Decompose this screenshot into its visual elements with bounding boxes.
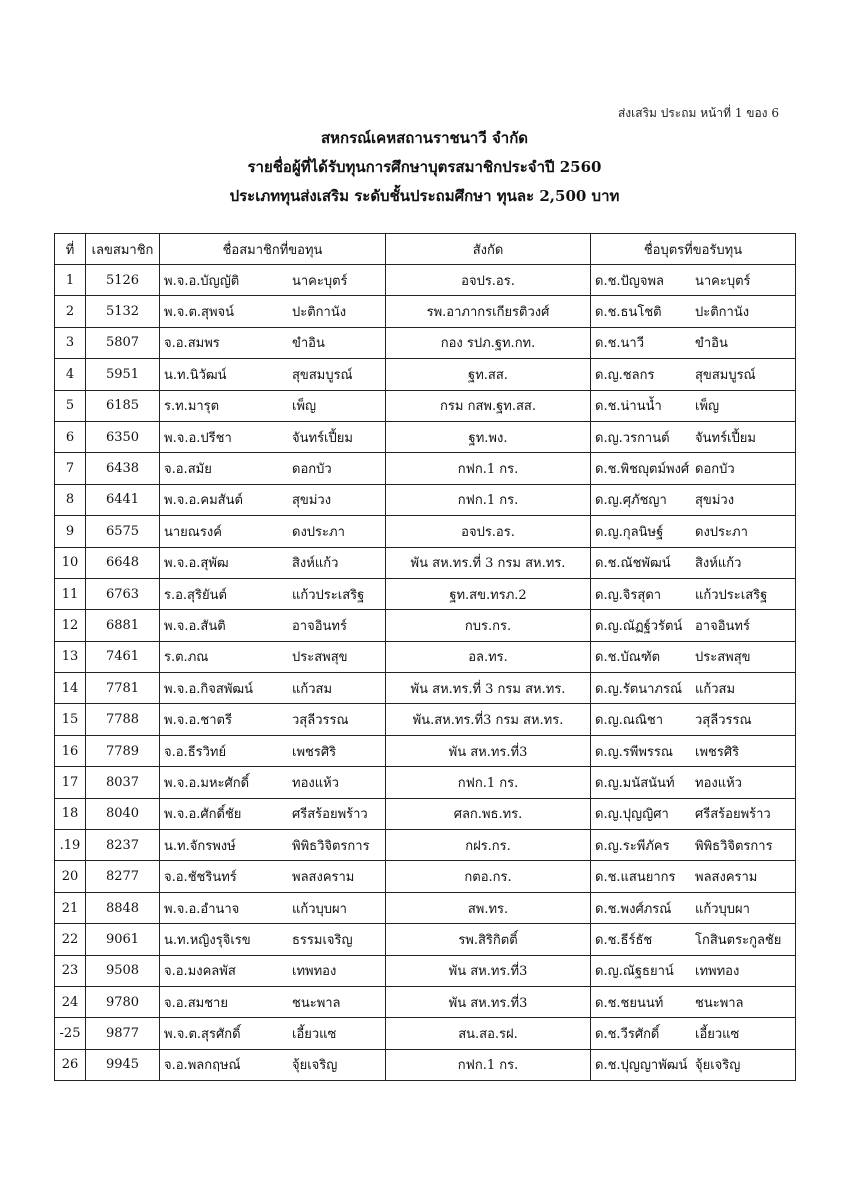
member-unit: กฟก.1 กร. <box>386 484 591 515</box>
member-unit: ฐท.สข.ทรภ.2 <box>386 578 591 609</box>
member-last-name: จันทร์เปี้ยม <box>292 430 353 446</box>
member-first-name: พ.จ.อ.กิจสพัฒน์ <box>164 681 254 697</box>
child-first-name: ด.ญ.ศุภัชญา <box>595 493 667 509</box>
member-unit: กฝร.กร. <box>386 830 591 861</box>
table-row <box>55 390 796 421</box>
member-first-name: จ.อ.ธีรวิทย์ <box>164 744 227 760</box>
row-number: 26 <box>55 1049 86 1080</box>
member-name <box>160 641 386 672</box>
table-row <box>55 830 796 861</box>
child-first-name: ด.ญ.ณัฐธยาน์ <box>595 964 674 980</box>
member-id: 8037 <box>86 767 160 798</box>
child-first-name: ด.ญ.จิรสุดา <box>595 587 662 603</box>
child-last-name: ขำอิน <box>695 336 728 352</box>
table-row <box>55 955 796 986</box>
member-id: 8040 <box>86 798 160 829</box>
member-last-name: สุขม่วง <box>292 493 332 509</box>
member-id: 9877 <box>86 1018 160 1049</box>
member-first-name: พ.จ.อ.คมสันต์ <box>164 493 243 509</box>
row-number: 10 <box>55 547 86 578</box>
child-name <box>591 673 796 704</box>
child-first-name: ด.ช.วีรศักดิ์ <box>595 1027 660 1043</box>
child-first-name: ด.ช.ธนโชติ <box>595 305 662 321</box>
member-last-name: ดอกบัว <box>292 462 332 478</box>
child-last-name: ประสพสุข <box>695 650 751 666</box>
child-last-name: พิพิธวิจิตรการ <box>695 838 773 854</box>
child-name <box>591 924 796 955</box>
child-last-name: เอี้ยวแซ <box>695 1027 740 1043</box>
child-name <box>591 484 796 515</box>
member-last-name: สุขสมบูรณ์ <box>292 367 353 383</box>
child-last-name: เพ็ญ <box>695 399 720 415</box>
row-number: 5 <box>55 390 86 421</box>
member-first-name: พ.จ.อ.สันติ <box>164 618 226 634</box>
table-row <box>55 296 796 327</box>
member-last-name: พลสงคราม <box>292 870 355 886</box>
member-last-name: ทองแห้ว <box>292 775 339 791</box>
member-id: 9061 <box>86 924 160 955</box>
member-last-name: เพ็ญ <box>292 399 317 415</box>
table-row <box>55 1018 796 1049</box>
child-name <box>591 359 796 390</box>
member-first-name: ร.อ.สุริยันต์ <box>164 587 227 603</box>
member-first-name: พ.จ.อ.อำนาจ <box>164 901 240 917</box>
row-number: -25 <box>55 1018 86 1049</box>
member-id: 5126 <box>86 265 160 296</box>
member-unit: กฟก.1 กร. <box>386 453 591 484</box>
member-id: 5807 <box>86 327 160 358</box>
row-number: 7 <box>55 453 86 484</box>
member-last-name: วสุลีวรรณ <box>292 713 349 729</box>
member-first-name: จ.อ.พลกฤษณ์ <box>164 1058 241 1074</box>
member-unit: พัน สห.ทร.ที่ 3 กรม สห.ทร. <box>386 673 591 704</box>
child-name <box>591 798 796 829</box>
row-number: 22 <box>55 924 86 955</box>
child-first-name: ด.ญ.กุลนิษฐ์ <box>595 524 664 540</box>
member-first-name: พ.จ.อ.ปรีชา <box>164 430 232 446</box>
member-first-name: พ.จ.อ.ศักดิ์ชัย <box>164 807 242 823</box>
member-unit: กฟก.1 กร. <box>386 1049 591 1080</box>
member-first-name: น.ท.นิวัฒน์ <box>164 367 227 383</box>
member-first-name: จ.อ.สมพร <box>164 336 220 352</box>
member-last-name: ชนะพาล <box>292 995 341 1011</box>
child-last-name: ศรีสร้อยพร้าว <box>695 807 771 823</box>
child-last-name: สุขม่วง <box>695 493 735 509</box>
child-first-name: ด.ช.แสนยากร <box>595 870 676 886</box>
table-row <box>55 327 796 358</box>
member-last-name: ปะติกานัง <box>292 305 347 321</box>
table-row <box>55 767 796 798</box>
row-number: 14 <box>55 673 86 704</box>
child-name <box>591 265 796 296</box>
member-last-name: ศรีสร้อยพร้าว <box>292 807 368 823</box>
member-unit: พัน.สห.ทร.ที่3 กรม สห.ทร. <box>386 704 591 735</box>
row-number: 17 <box>55 767 86 798</box>
child-name <box>591 641 796 672</box>
member-last-name: เทพทอง <box>292 964 337 980</box>
member-last-name: แก้วสม <box>292 681 333 697</box>
child-first-name: ด.ญ.วรกานต์ <box>595 430 670 446</box>
member-name <box>160 359 386 390</box>
child-name <box>591 1018 796 1049</box>
row-number: 16 <box>55 735 86 766</box>
child-first-name: ด.ช.น่านน้ำ <box>595 399 662 415</box>
member-name <box>160 484 386 515</box>
member-id: 5951 <box>86 359 160 390</box>
member-last-name: เอี้ยวแซ <box>292 1027 337 1043</box>
member-id: 7781 <box>86 673 160 704</box>
member-name <box>160 296 386 327</box>
row-number: 6 <box>55 421 86 452</box>
member-unit: พัน สห.ทร.ที่3 <box>386 986 591 1017</box>
member-name <box>160 830 386 861</box>
child-first-name: ด.ญ.มนัสนันท์ <box>595 775 675 791</box>
member-id: 6881 <box>86 610 160 641</box>
member-id: 7789 <box>86 735 160 766</box>
row-number: 21 <box>55 892 86 923</box>
member-unit: กฟก.1 กร. <box>386 767 591 798</box>
member-name <box>160 798 386 829</box>
member-first-name: น.ท.หญิงรุจิเรข <box>164 932 251 948</box>
member-id: 9945 <box>86 1049 160 1080</box>
child-first-name: ด.ญ.รัตนาภรณ์ <box>595 681 683 697</box>
member-name <box>160 390 386 421</box>
member-unit: พัน สห.ทร.ที่ 3 กรม สห.ทร. <box>386 547 591 578</box>
table-row <box>55 359 796 390</box>
child-name <box>591 547 796 578</box>
page-number: ส่งเสริม ประถม หน้าที่ 1 ของ 6 <box>617 106 779 120</box>
member-unit: ศลก.พธ.ทร. <box>386 798 591 829</box>
member-unit: อจปร.อร. <box>386 516 591 547</box>
member-first-name: นายณรงค์ <box>164 524 222 540</box>
table-row <box>55 798 796 829</box>
member-first-name: พ.จ.อ.สุพัฒ <box>164 556 229 572</box>
child-name <box>591 610 796 641</box>
child-last-name: พลสงคราม <box>695 870 758 886</box>
child-first-name: ด.ญ.ณัฏฐ์วรัตน์ <box>595 618 683 634</box>
member-last-name: นาคะบุตร์ <box>292 273 348 289</box>
row-number: 18 <box>55 798 86 829</box>
child-name <box>591 1049 796 1080</box>
member-name <box>160 704 386 735</box>
row-number: 3 <box>55 327 86 358</box>
member-first-name: ร.ต.ภณ <box>164 650 209 666</box>
member-id: 6185 <box>86 390 160 421</box>
child-last-name: เทพทอง <box>695 964 740 980</box>
child-name <box>591 578 796 609</box>
member-id: 7788 <box>86 704 160 735</box>
member-id: 8277 <box>86 861 160 892</box>
child-first-name: ด.ช.พิชญุตม์พงศ์ <box>595 462 690 478</box>
member-last-name: เพชรศิริ <box>292 744 337 760</box>
member-id: 6763 <box>86 578 160 609</box>
member-name <box>160 1018 386 1049</box>
document-header <box>0 124 849 211</box>
member-id: 9780 <box>86 986 160 1017</box>
col-header-unit: สังกัด <box>386 234 591 265</box>
member-name <box>160 327 386 358</box>
member-id: 6441 <box>86 484 160 515</box>
member-name <box>160 547 386 578</box>
child-first-name: ด.ญ.ณณิชา <box>595 713 664 729</box>
child-name <box>591 986 796 1017</box>
member-unit: พัน สห.ทร.ที่3 <box>386 955 591 986</box>
child-name <box>591 704 796 735</box>
table-row <box>55 453 796 484</box>
row-number: 9 <box>55 516 86 547</box>
member-first-name: จ.อ.มงคลพัส <box>164 964 236 980</box>
table-row <box>55 265 796 296</box>
child-last-name: จุ้ยเจริญ <box>695 1058 741 1074</box>
member-last-name: แก้วบุบผา <box>292 901 347 917</box>
member-name <box>160 767 386 798</box>
member-name <box>160 421 386 452</box>
member-name <box>160 516 386 547</box>
member-first-name: พ.จ.ต.สุพจน์ <box>164 305 235 321</box>
child-name <box>591 767 796 798</box>
child-last-name: ดอกบัว <box>695 462 735 478</box>
table-row <box>55 421 796 452</box>
member-unit: อล.ทร. <box>386 641 591 672</box>
member-unit: กรม กสพ.ฐท.สส. <box>386 390 591 421</box>
child-name <box>591 327 796 358</box>
table-row <box>55 673 796 704</box>
member-first-name: พ.จ.อ.ชาตรี <box>164 713 232 729</box>
member-last-name: จุ้ยเจริญ <box>292 1058 338 1074</box>
child-first-name: ด.ญ.รพีพรรณ <box>595 744 673 760</box>
child-first-name: ด.ช.ปัญจพล <box>595 273 665 289</box>
row-number: 8 <box>55 484 86 515</box>
child-first-name: ด.ญ.ปุญญิศา <box>595 807 669 823</box>
child-last-name: แก้วสม <box>695 681 736 697</box>
child-first-name: ด.ญ.ระพีภัคร <box>595 838 670 854</box>
member-unit: กบร.กร. <box>386 610 591 641</box>
table-header-row <box>55 234 796 265</box>
table-row <box>55 484 796 515</box>
member-last-name: ดงประภา <box>292 524 345 540</box>
child-last-name: แก้วบุบผา <box>695 901 750 917</box>
member-unit: อจปร.อร. <box>386 265 591 296</box>
member-id: 7461 <box>86 641 160 672</box>
child-first-name: ด.ช.ธีร์ธัช <box>595 932 653 948</box>
row-number: 11 <box>55 578 86 609</box>
member-first-name: พ.จ.อ.บัญญัติ <box>164 273 240 289</box>
child-first-name: ด.ช.นาวี <box>595 336 645 352</box>
child-last-name: แก้วประเสริฐ <box>695 587 768 603</box>
table-row <box>55 704 796 735</box>
member-first-name: ร.ท.มารุต <box>164 399 220 415</box>
member-first-name: จ.อ.สมัย <box>164 462 212 478</box>
child-name <box>591 421 796 452</box>
child-last-name: จันทร์เปี้ยม <box>695 430 756 446</box>
member-name <box>160 265 386 296</box>
table-body <box>55 265 796 1081</box>
table-row <box>55 1049 796 1080</box>
child-last-name: นาคะบุตร์ <box>695 273 751 289</box>
member-name <box>160 673 386 704</box>
row-number: 12 <box>55 610 86 641</box>
child-last-name: เพชรศิริ <box>695 744 740 760</box>
member-name <box>160 735 386 766</box>
table-row <box>55 986 796 1017</box>
member-unit: สน.สอ.รฝ. <box>386 1018 591 1049</box>
child-last-name: สิงห์แก้ว <box>695 556 742 572</box>
member-last-name: พิพิธวิจิตรการ <box>292 838 370 854</box>
row-number: 4 <box>55 359 86 390</box>
member-first-name: จ.อ.ชัชรินทร์ <box>164 870 237 886</box>
row-number: .19 <box>55 830 86 861</box>
child-first-name: ด.ช.พงศ์ภรณ์ <box>595 901 672 917</box>
col-header-no: ที่ <box>55 234 86 265</box>
member-name <box>160 453 386 484</box>
row-number: 13 <box>55 641 86 672</box>
member-unit: ฐท.สส. <box>386 359 591 390</box>
member-name <box>160 955 386 986</box>
child-name <box>591 390 796 421</box>
member-name <box>160 578 386 609</box>
member-unit: กอง รปภ.ฐท.กท. <box>386 327 591 358</box>
child-last-name: โกสินตระกูลชัย <box>695 932 782 948</box>
member-name <box>160 1049 386 1080</box>
table-row <box>55 547 796 578</box>
table-row <box>55 861 796 892</box>
member-id: 5132 <box>86 296 160 327</box>
document-subtitle: ประเภททุนส่งเสริม ระดับชั้นประถมศึกษา ทุนละ 2,500 บาท <box>229 187 620 205</box>
member-unit: รพ.สิริกิตติ์ <box>386 924 591 955</box>
child-name <box>591 861 796 892</box>
table-row <box>55 735 796 766</box>
member-name <box>160 610 386 641</box>
child-last-name: อาจอินทร์ <box>695 618 750 634</box>
member-last-name: แก้วประเสริฐ <box>292 587 365 603</box>
member-id: 9508 <box>86 955 160 986</box>
member-first-name: น.ท.จักรพงษ์ <box>164 838 236 854</box>
table-row <box>55 924 796 955</box>
member-id: 8237 <box>86 830 160 861</box>
member-last-name: อาจอินทร์ <box>292 618 347 634</box>
table-row <box>55 516 796 547</box>
member-first-name: พ.จ.ต.สุรศักดิ์ <box>164 1027 241 1043</box>
member-name <box>160 924 386 955</box>
document-title: รายชื่อผู้ที่ได้รับทุนการศึกษาบุตรสมาชิกประจำปี 2560 <box>247 158 602 176</box>
member-id: 6648 <box>86 547 160 578</box>
child-name <box>591 516 796 547</box>
child-name <box>591 296 796 327</box>
member-unit: สพ.ทร. <box>386 892 591 923</box>
child-first-name: ด.ญ.ชลกร <box>595 367 655 383</box>
scholarship-table <box>54 233 796 1081</box>
table-row <box>55 578 796 609</box>
col-header-member-name: ชื่อสมาชิกที่ขอทุน <box>160 234 386 265</box>
member-id: 6438 <box>86 453 160 484</box>
cooperative-name: สหกรณ์เคหสถานราชนาวี จำกัด <box>320 129 529 147</box>
member-unit: กตอ.กร. <box>386 861 591 892</box>
child-first-name: ด.ช.บัณฑัต <box>595 650 661 666</box>
member-unit: ฐท.พง. <box>386 421 591 452</box>
member-first-name: พ.จ.อ.มหะศักดิ์ <box>164 775 250 791</box>
table-row <box>55 641 796 672</box>
member-id: 6575 <box>86 516 160 547</box>
row-number: 1 <box>55 265 86 296</box>
row-number: 24 <box>55 986 86 1017</box>
child-first-name: ด.ช.ชยนนท์ <box>595 995 664 1011</box>
child-first-name: ด.ช.ณัชพัฒน์ <box>595 556 671 572</box>
table-row <box>55 610 796 641</box>
member-name <box>160 986 386 1017</box>
member-unit: พัน สห.ทร.ที่3 <box>386 735 591 766</box>
child-name <box>591 892 796 923</box>
child-last-name: สุขสมบูรณ์ <box>695 367 756 383</box>
child-name <box>591 955 796 986</box>
table-row <box>55 892 796 923</box>
row-number: 15 <box>55 704 86 735</box>
member-last-name: ขำอิน <box>292 336 325 352</box>
child-last-name: วสุลีวรรณ <box>695 713 752 729</box>
member-id: 8848 <box>86 892 160 923</box>
member-name <box>160 861 386 892</box>
child-last-name: ชนะพาล <box>695 995 744 1011</box>
col-header-member-id: เลขสมาชิก <box>86 234 160 265</box>
child-name <box>591 453 796 484</box>
row-number: 20 <box>55 861 86 892</box>
member-last-name: ประสพสุข <box>292 650 348 666</box>
child-last-name: ทองแห้ว <box>695 775 742 791</box>
member-last-name: ธรรมเจริญ <box>292 932 353 948</box>
member-name <box>160 892 386 923</box>
child-last-name: ดงประภา <box>695 524 748 540</box>
row-number: 2 <box>55 296 86 327</box>
child-name <box>591 735 796 766</box>
member-unit: รพ.อาภากรเกียรติวงศ์ <box>386 296 591 327</box>
col-header-child-name: ชื่อบุตรที่ขอรับทุน <box>591 234 796 265</box>
child-last-name: ปะติกานัง <box>695 305 750 321</box>
member-id: 6350 <box>86 421 160 452</box>
child-first-name: ด.ช.ปุญญาพัฒน์ <box>595 1058 688 1074</box>
member-first-name: จ.อ.สมชาย <box>164 995 228 1011</box>
row-number: 23 <box>55 955 86 986</box>
member-last-name: สิงห์แก้ว <box>292 556 339 572</box>
child-name <box>591 830 796 861</box>
